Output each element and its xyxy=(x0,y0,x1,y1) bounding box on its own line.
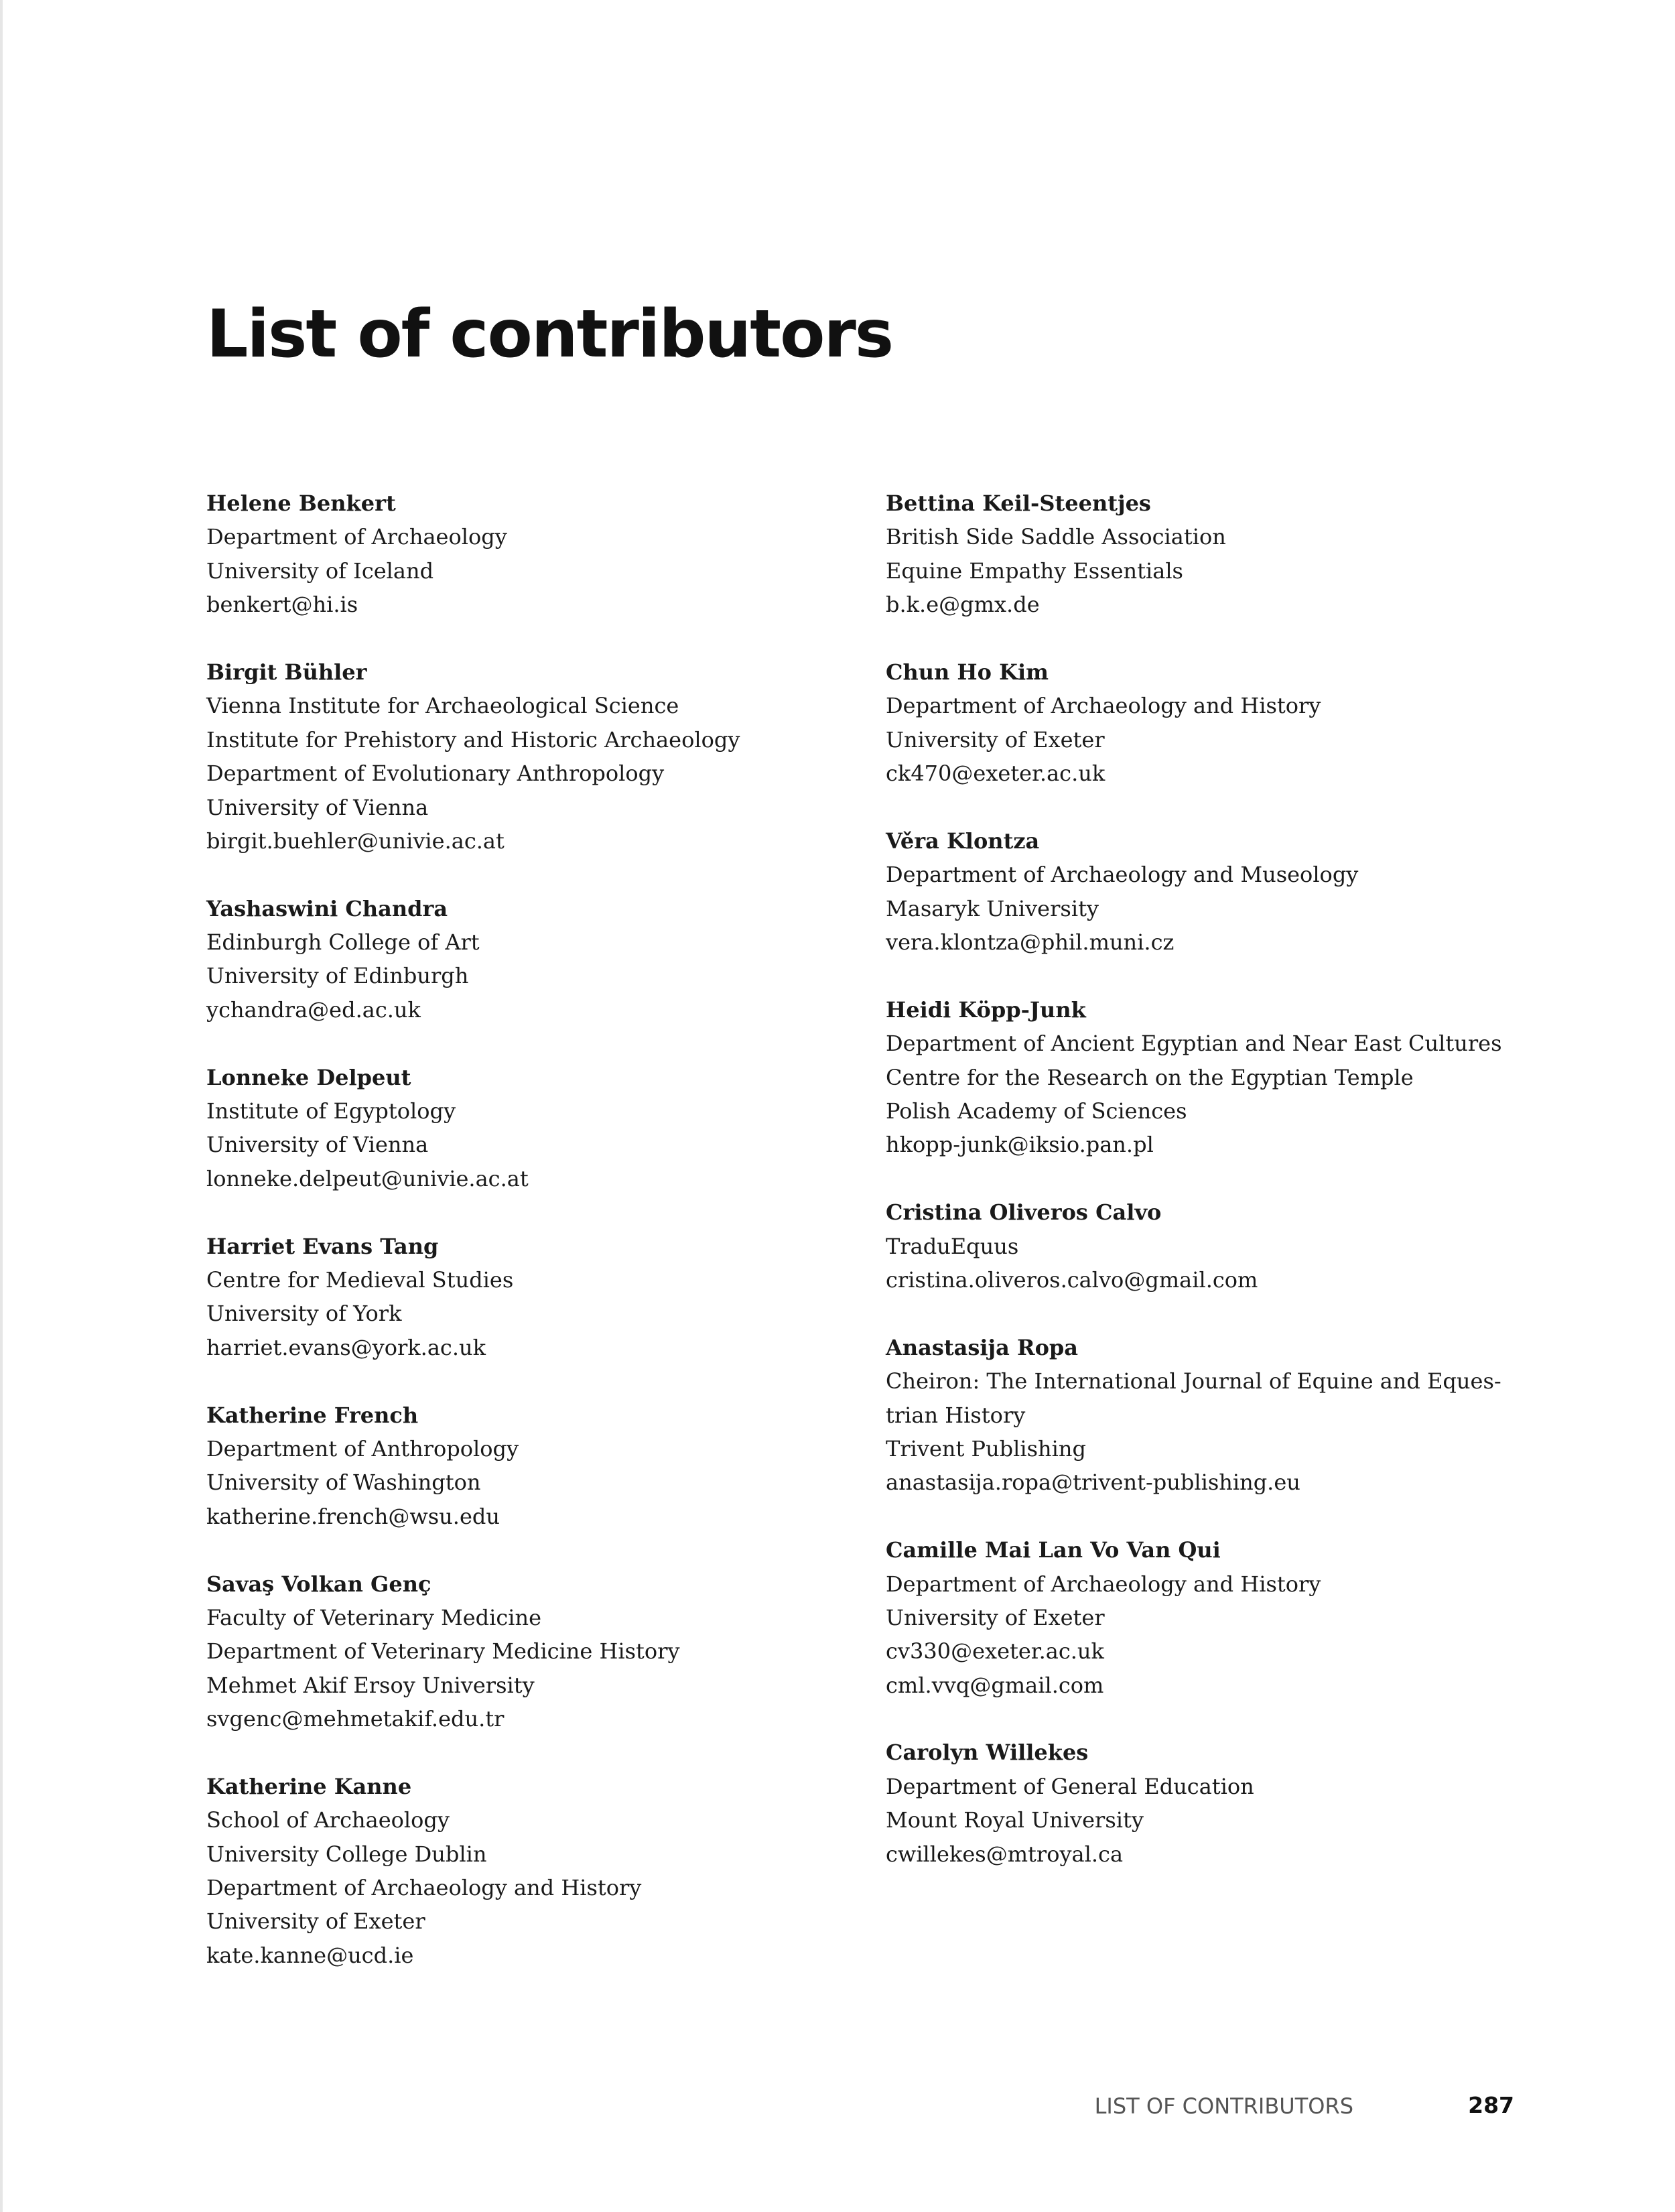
contributor-entry xyxy=(886,1736,1556,1871)
contributor-name: Savaş Volkan Genç xyxy=(206,1571,431,1597)
contributor-entry xyxy=(206,892,876,1027)
contributor-name: Anastasija Ropa xyxy=(886,1334,1079,1360)
page-number: 287 xyxy=(1468,2092,1514,2118)
contributor-name: Chun Ho Kim xyxy=(886,659,1049,685)
contributor-name: Birgit Bühler xyxy=(206,659,367,685)
contributor-entry xyxy=(886,655,1556,791)
contributor-entry xyxy=(886,486,1556,622)
contributor-entry xyxy=(886,1331,1556,1500)
contributor-entry xyxy=(886,1533,1556,1702)
contributor-email: vera.klontza@phil.muni.cz xyxy=(886,929,1175,956)
contributor-affiliation: TraduEquus xyxy=(886,1233,1019,1259)
contributor-affiliation: Department of Veterinary Medicine History xyxy=(206,1638,680,1665)
contributor-affiliation: Department of Archaeology and History xyxy=(886,693,1321,719)
contributor-entry xyxy=(206,1567,876,1736)
contributor-email: hkopp-junk@iksio.pan.pl xyxy=(886,1132,1154,1158)
contributor-affiliation: Department of Evolutionary Anthropology xyxy=(206,761,665,787)
contributor-email: cml.vvq@gmail.com xyxy=(886,1672,1104,1698)
contributor-affiliation: University of Exeter xyxy=(886,1604,1105,1630)
contributor-affiliation: Centre for the Research on the Egyptian Temple xyxy=(886,1064,1414,1090)
contributor-email: lonneke.delpeut@univie.ac.at xyxy=(206,1165,529,1191)
contributor-affiliation: Cheiron: The International Journal of Equine and Eques- xyxy=(886,1368,1501,1394)
contributor-affiliation: Department of Archaeology and Museology xyxy=(886,862,1359,888)
contributor-affiliation: University of Vienna xyxy=(206,794,429,820)
contributor-affiliation: Department of Ancient Egyptian and Near East Cultures xyxy=(886,1031,1502,1057)
contributor-email: benkert@hi.is xyxy=(206,592,358,618)
contributor-email: anastasija.ropa@trivent-publishing.eu xyxy=(886,1470,1300,1496)
contributor-name: Helene Benkert xyxy=(206,491,396,516)
contributor-name: Camille Mai Lan Vo Van Qui xyxy=(886,1537,1221,1563)
contributor-affiliation: Department of Archaeology and History xyxy=(886,1571,1321,1597)
page-edge xyxy=(0,0,3,2212)
contributor-affiliation: Mount Royal University xyxy=(886,1807,1144,1833)
contributor-affiliation: School of Archaeology xyxy=(206,1807,450,1833)
contributor-affiliation: Masaryk University xyxy=(886,895,1099,921)
contributor-email: ck470@exeter.ac.uk xyxy=(886,761,1106,787)
contributor-entry xyxy=(206,655,876,858)
contributor-entry xyxy=(886,1195,1556,1297)
contributor-affiliation: University College Dublin xyxy=(206,1841,487,1867)
contributor-email: svgenc@mehmetakif.edu.tr xyxy=(206,1706,505,1732)
contributor-entry xyxy=(886,993,1556,1162)
running-head: LIST OF CONTRIBUTORS xyxy=(1094,2093,1353,2119)
contributor-entry xyxy=(886,824,1556,960)
contributor-affiliation: Vienna Institute for Archaeological Science xyxy=(206,693,679,719)
contributor-affiliation: University of Edinburgh xyxy=(206,963,469,989)
contributor-affiliation: University of Exeter xyxy=(886,726,1105,753)
contributor-name: Heidi Köpp-Junk xyxy=(886,996,1086,1023)
contributor-name: Yashaswini Chandra xyxy=(206,895,448,921)
contributor-affiliation: Equine Empathy Essentials xyxy=(886,558,1183,584)
contributor-affiliation: Department of Archaeology xyxy=(206,524,507,550)
contributor-affiliation: British Side Saddle Association xyxy=(886,524,1226,550)
contributor-email: ychandra@ed.ac.uk xyxy=(206,996,421,1023)
contributor-entry xyxy=(206,1061,876,1196)
contributor-affiliation: trian History xyxy=(886,1402,1026,1428)
contributor-affiliation: Department of General Education xyxy=(886,1773,1254,1799)
contributor-entry xyxy=(206,1770,876,1972)
contributor-name: Carolyn Willekes xyxy=(886,1740,1089,1766)
contributor-affiliation: Faculty of Veterinary Medicine xyxy=(206,1604,542,1630)
contributor-email: harriet.evans@york.ac.uk xyxy=(206,1334,486,1360)
contributor-affiliation: Polish Academy of Sciences xyxy=(886,1098,1187,1124)
contributor-name: Lonneke Delpeut xyxy=(206,1064,411,1090)
contributor-email: cristina.oliveros.calvo@gmail.com xyxy=(886,1266,1258,1293)
contributor-email: katherine.french@wsu.edu xyxy=(206,1503,500,1529)
contributor-affiliation: Mehmet Akif Ersoy University xyxy=(206,1672,535,1698)
contributor-affiliation: University of Exeter xyxy=(206,1908,425,1935)
contributor-affiliation: Institute of Egyptology xyxy=(206,1098,456,1124)
contributor-name: Cristina Oliveros Calvo xyxy=(886,1199,1162,1226)
contributor-name: Harriet Evans Tang xyxy=(206,1233,439,1259)
page-title: List of contributors xyxy=(206,296,893,373)
contributor-email: b.k.e@gmx.de xyxy=(886,592,1040,618)
contributor-affiliation: University of York xyxy=(206,1301,402,1327)
contributor-affiliation: University of Iceland xyxy=(206,558,434,584)
contributor-email: cv330@exeter.ac.uk xyxy=(886,1638,1104,1665)
contributor-affiliation: Trivent Publishing xyxy=(886,1435,1086,1461)
contributor-affiliation: Edinburgh College of Art xyxy=(206,929,480,956)
contributor-affiliation: Department of Archaeology and History xyxy=(206,1875,642,1901)
contributor-email: birgit.buehler@univie.ac.at xyxy=(206,828,505,854)
contributor-name: Katherine French xyxy=(206,1402,419,1428)
contributors-left-column xyxy=(206,486,876,2006)
contributor-name: Bettina Keil-Steentjes xyxy=(886,491,1151,516)
contributor-name: Věra Klontza xyxy=(886,828,1040,854)
contributor-name: Katherine Kanne xyxy=(206,1773,412,1799)
contributor-email: cwillekes@mtroyal.ca xyxy=(886,1841,1124,1867)
contributor-email: kate.kanne@ucd.ie xyxy=(206,1942,414,1968)
contributor-affiliation: Institute for Prehistory and Historic Archaeology xyxy=(206,726,740,753)
contributor-affiliation: University of Washington xyxy=(206,1470,481,1496)
contributor-entry xyxy=(206,1398,876,1534)
contributors-right-column xyxy=(886,486,1556,1904)
contributor-affiliation: Department of Anthropology xyxy=(206,1435,519,1461)
contributor-affiliation: Centre for Medieval Studies xyxy=(206,1266,514,1293)
contributor-entry xyxy=(206,486,876,622)
contributor-entry xyxy=(206,1230,876,1365)
contributor-affiliation: University of Vienna xyxy=(206,1132,429,1158)
